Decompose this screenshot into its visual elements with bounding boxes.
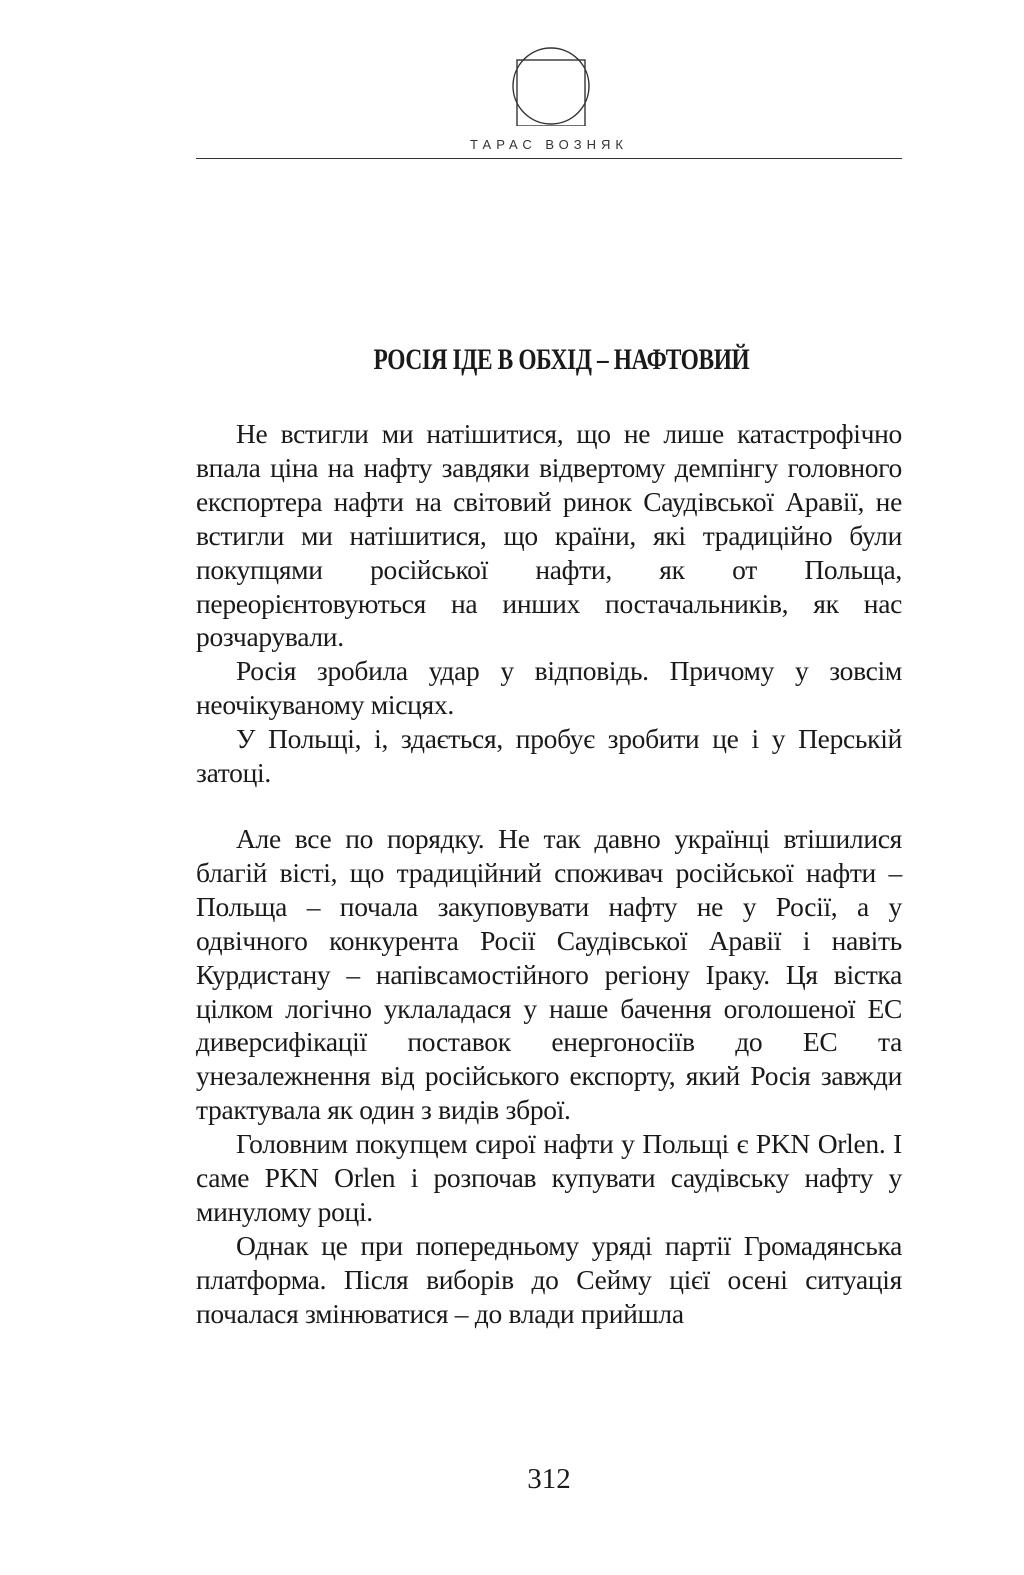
body-text [196,417,902,1331]
chapter-title: РОСІЯ ІДЕ В ОБХІД – НАФТОВИЙ [373,343,750,376]
author-emblem-logo [511,46,591,126]
page-number: 312 [527,1463,571,1495]
section-break [196,790,902,822]
paragraph-2: Росія зробила удар у відповідь. Причому у зовсім неочікуваному місцях. [196,655,902,721]
running-head-author: ТАРАС ВОЗНЯК [470,137,628,152]
paragraph-5: Головним покупцем сирої нафти у Польщі є PKN Orlen. І саме PKN Orlen і розпочав купувати саудівську нафту у минулому році. [196,1128,902,1227]
paragraph-4: Але все по порядку. Не так давно українці втішилися благій вісті, що традиційний споживач російської нафти – Польща – почала закуповувати нафту не у Росії, а у одвічного конкурента Росії Саудівської Аравії і навіть Курдистану – напівсамостійного регіону Іраку. Ця вістка цілком логічно уклаладася у наше бачення оголошеної ЕС диверсифікації поставок енергоносіїв до ЕС та унезалежнення від російського експорту, який Росія завжди трактувала як один з видів зброї. [196,822,902,1126]
paragraph-6: Однак це при попередньому уряді партії Громадянська платформа. Після виборів до Сейму цієї осені ситуація почалася змінюватися – до влади прийшла [196,1229,902,1329]
paragraph-3: У Польщі, і, здається, пробує зробити це і у Перській затоці. [196,723,902,789]
paragraph-1: Не встигли ми натішитися, що не лише катастрофічно впала ціна на нафту завдяки відвертому демпінгу головного експортера нафти на світовий ринок Саудівської Аравії, не встигли ми натішитися, що країни, які традиційно були покупцями російської нафти, як от Польща, переорієнтовуються на инших постачальників, як нас розчарували. [196,418,902,653]
header-rule [196,158,902,159]
